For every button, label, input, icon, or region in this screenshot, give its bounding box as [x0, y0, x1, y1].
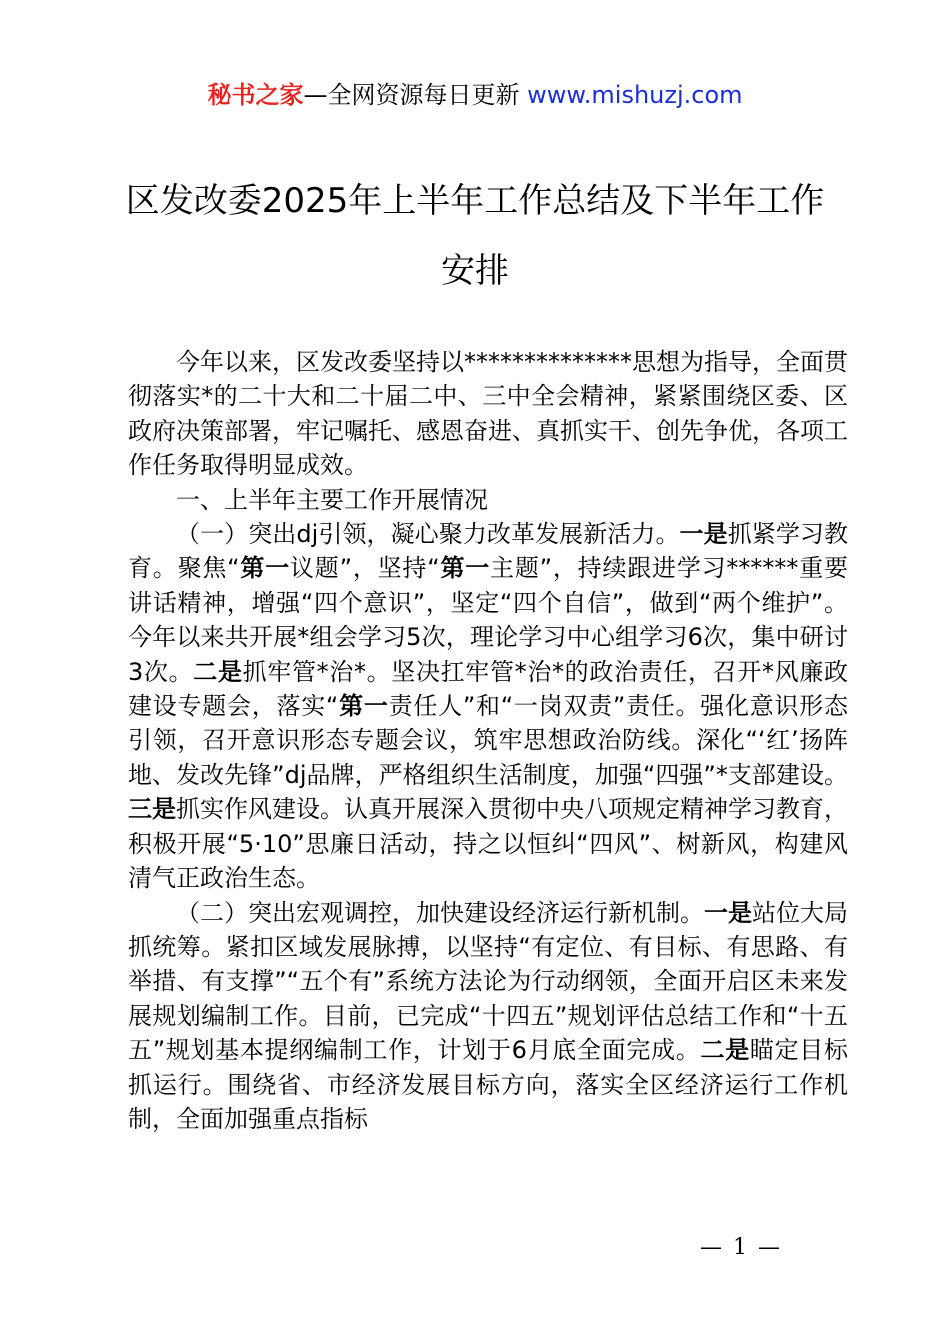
paragraph-party-leadership [128, 517, 848, 895]
paragraph-lead: （二）突出宏观调控，加快建设经济运行新机制。 [176, 898, 704, 927]
emphasis-text: 二是 [193, 657, 243, 686]
emphasis-text: 第一 [338, 692, 389, 721]
site-url-link[interactable]: www.mishuzj.com [527, 81, 743, 109]
emphasis-text: 第一 [439, 554, 491, 583]
paragraph-lead: （一）突出dj引领，凝心聚力改革发展新活力。 [176, 520, 680, 549]
paragraph-macro-control [128, 896, 848, 1137]
page-number: — 1 — [700, 1235, 782, 1260]
emphasis-text: 三是 [128, 795, 176, 824]
paragraph-text: 抓紧学习教育。聚焦“ [128, 520, 848, 583]
paragraph-text: 站位大局抓统筹。紧扣区域发展脉搏，以坚持“有定位、有目标、有思路、有举措、有支撑”“五个有”系统方法论为行动纲领，全面开启区未来发展规划编制工作。目前，已完成“十四五”规划评估总结工作和“十五五”规划基本提纲编制工作，计划于6月底全面完成。 [128, 898, 848, 1065]
intro-paragraph: 今年以来，区发改委坚持以**************思想为指导，全面贯彻落实*的二十大和二十届二中、三中全会精神，紧紧围绕区委、区政府决策部署，牢记嘱托、感恩奋进、真抓实干、创先争优，各项工作任务取得明显成效。 [128, 348, 848, 480]
paragraph-text: 议题”，坚持“ [290, 554, 440, 583]
paragraph-text: 责任人”和“一岗双责”责任。强化意识形态引领，召开意识形态专题会议，筑牢思想政治防线。深化“‘红’扬阵地、发改先锋”dj品牌，严格组织生活制度，加强“四强”*支部建设。 [128, 692, 849, 789]
document-body [128, 345, 848, 1136]
emphasis-text: 二是 [700, 1036, 750, 1065]
section-heading: 一、上半年主要工作开展情况 [176, 485, 488, 514]
emphasis-text: 第一 [239, 554, 291, 583]
site-banner [0, 78, 950, 112]
banner-tagline: —全网资源每日更新 [303, 81, 520, 109]
paragraph-text: 抓牢管*治*。坚决扛牢管*治*的政治责任，召开*风廉政建设专题会，落实“ [128, 657, 849, 721]
brand-name: 秘书之家 [207, 81, 304, 109]
paragraph-text: 主题”，持续跟进学习******重要讲话精神，增强“四个意识”，坚定“四个自信”，做到“两个维护”。今年以来共开展*组会学习5次，理论学习中心组学习6次，集中研讨3次。 [128, 554, 849, 686]
paragraph-text: 抓实作风建设。认真开展深入贯彻中央八项规定精神学习教育，积极开展“5·10”思廉日活动，持之以恒纠“四风”、树新风，构建风清气正政治生态。 [128, 795, 848, 893]
document-title: 区发改委2025年上半年工作总结及下半年工作安排 [125, 181, 825, 291]
paragraph-text: 瞄定目标抓运行。围绕省、市经济发展目标方向，落实全区经济运行工作机制，全面加强重点指标 [128, 1036, 849, 1133]
emphasis-text: 一是 [679, 520, 728, 549]
emphasis-text: 一是 [704, 898, 752, 927]
